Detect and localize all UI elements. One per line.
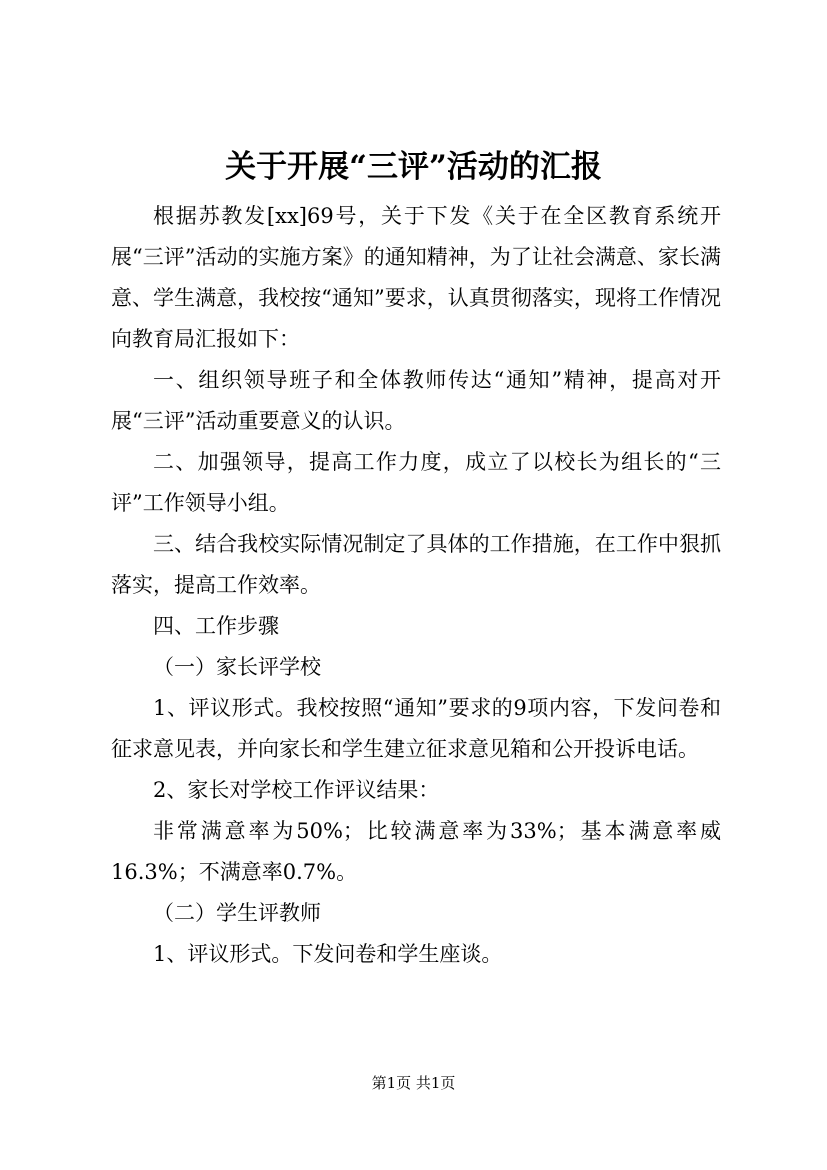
paragraph-item-4: 四、工作步骤 bbox=[153, 614, 279, 638]
paragraph-evaluation-form: 1、评议形式。我校按照“通知”要求的9项内容，下发问卷和征求意见表，并向家长和学生建立征求意见箱和公开投诉电话。 bbox=[111, 696, 721, 761]
paragraph-item-2: 二、加强领导，提高工作力度，成立了以校长为组长的“三评”工作领导小组。 bbox=[111, 450, 721, 515]
section-heading-parents: （一）家长评学校 bbox=[153, 655, 321, 679]
paragraph-item-3: 三、结合我校实际情况制定了具体的工作措施，在工作中狠抓落实，提高工作效率。 bbox=[111, 532, 721, 597]
paragraph-satisfaction-rates: 非常满意率为50%；比较满意率为33%；基本满意率威16.3%；不满意率0.7%。 bbox=[111, 819, 721, 884]
document-title: 关于开展“三评”活动的汇报 bbox=[225, 149, 602, 185]
paragraph-item-1: 一、组织领导班子和全体教师传达“通知”精神，提高对开展“三评”活动重要意义的认识。 bbox=[111, 368, 721, 433]
section-heading-students: （二）学生评教师 bbox=[153, 901, 321, 925]
paragraph-evaluation-result: 2、家长对学校工作评议结果： bbox=[153, 778, 440, 802]
paragraph-intro: 根据苏教发[xx]69号，关于下发《关于在全区教育系统开展“三评”活动的实施方案》的通知精神，为了让社会满意、家长满意、学生满意，我校按“通知”要求，认真贯彻落实，现将工作情况向教育局汇报如下： bbox=[111, 204, 721, 351]
page-footer: 第1页 共1页 bbox=[371, 1074, 456, 1092]
paragraph-student-form: 1、评议形式。下发问卷和学生座谈。 bbox=[153, 942, 503, 966]
document-body bbox=[111, 196, 721, 975]
